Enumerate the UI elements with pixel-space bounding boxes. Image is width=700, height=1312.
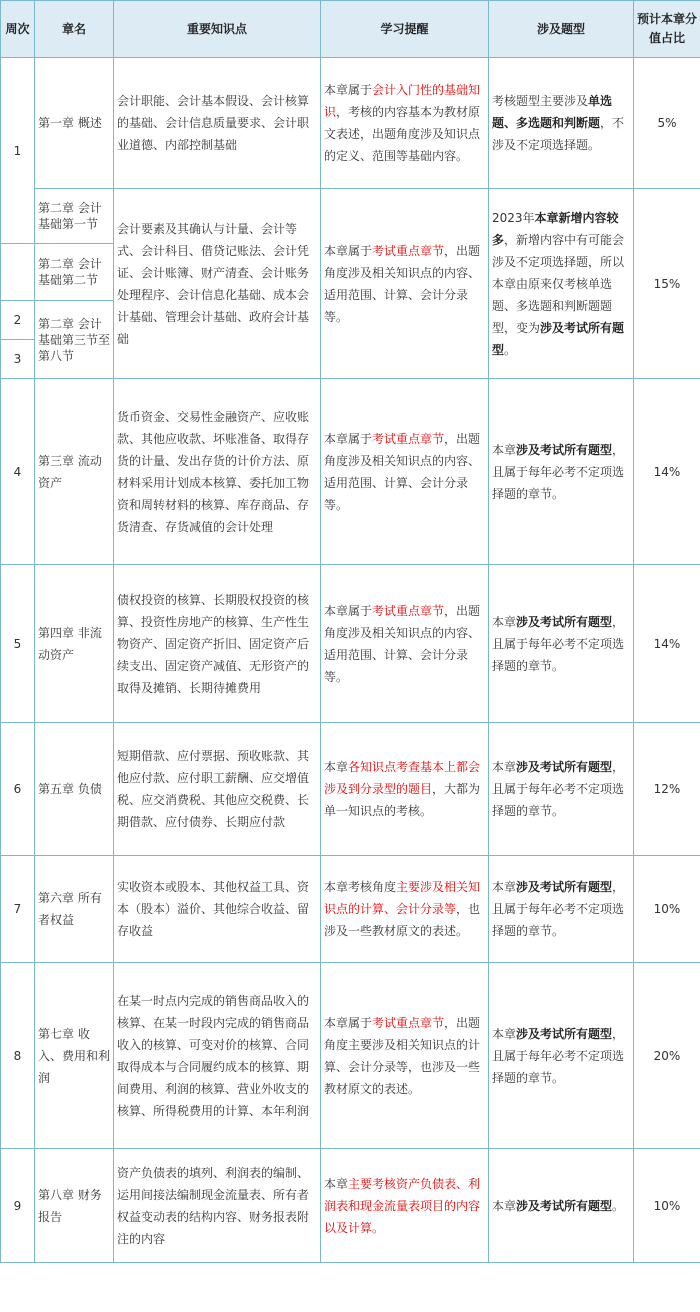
text-segment: 本章属于 <box>324 431 373 446</box>
key-points-cell: 实收资本或股本、其他权益工具、资本（股本）溢价、其他综合收益、留存收益 <box>114 856 321 963</box>
bold-text: 涉及考试所有题型 <box>516 1026 613 1041</box>
week-cell <box>1 244 35 301</box>
highlight-text: 会计入门性的基础知识 <box>324 83 481 119</box>
score-share-cell: 15% <box>634 189 700 379</box>
key-points-cell: 在某一时点内完成的销售商品收入的核算、在某一时段内完成的销售商品收入的核算、可变对价的核算、合同取得成本与合同履约成本的核算、期间费用、利润的核算、营业外收支的核算、所得税费用的计算、本年利润 <box>114 963 321 1149</box>
reminder-cell <box>321 963 489 1149</box>
chapter-cell: 第二章 会计基础第一节 <box>35 189 114 244</box>
table-row <box>1 1149 700 1263</box>
text-segment: ，出题角度主要涉及相关知识点的计算、会计分录等，也涉及一些教材原文的表述。 <box>324 1015 481 1096</box>
text-segment: 本章属于 <box>324 243 373 258</box>
chapter-cell: 第三章 流动资产 <box>35 379 114 565</box>
question-types-cell <box>489 565 634 723</box>
text-segment: ，考核的内容基本为教材原文表述，出题角度涉及知识点的定义、范围等基础内容。 <box>324 105 481 163</box>
reminder-cell <box>321 379 489 565</box>
score-share-cell: 10% <box>634 1149 700 1263</box>
key-points-cell: 债权投资的核算、长期股权投资的核算、投资性房地产的核算、生产性生物资产、固定资产折旧、固定资产后续支出、固定资产减值、无形资产的取得及摊销、长期待摊费用 <box>114 565 321 723</box>
question-types-cell <box>489 58 634 189</box>
header-week: 周次 <box>1 1 35 58</box>
text-segment: 本章 <box>492 614 517 629</box>
text-segment: 。 <box>504 342 517 357</box>
text-segment: 本章 <box>324 1176 349 1191</box>
question-types-cell <box>489 856 634 963</box>
text-segment: ，大都为单一知识点的考核。 <box>324 782 481 818</box>
key-points-cell: 资产负债表的填列、利润表的编制、运用间接法编制现金流量表、所有者权益变动表的结构内容、财务报表附注的内容 <box>114 1149 321 1263</box>
week-cell: 4 <box>1 379 35 565</box>
highlight-text: 主要考核资产负债表、利润表和现金流量表项目的内容以及计算。 <box>324 1176 481 1235</box>
bold-text: 涉及考试所有题型 <box>516 1198 613 1213</box>
bold-text: 涉及考试所有题型 <box>492 320 625 357</box>
chapter-cell: 第二章 会计基础第三节至第八节 <box>35 301 114 379</box>
text-segment: ，且属于每年必考不定项选择题的章节。 <box>492 614 625 673</box>
score-share-cell: 5% <box>634 58 700 189</box>
chapter-cell: 第四章 非流动资产 <box>35 565 114 723</box>
key-points-cell: 货币资金、交易性金融资产、应收账款、其他应收款、坏账准备、取得存货的计量、发出存货的计价方法、原材料采用计划成本核算、委托加工物资和周转材料的核算、库存商品、存货清查、存货减值的会计处理 <box>114 379 321 565</box>
chapter-cell: 第二章 会计基础第二节 <box>35 244 114 301</box>
text-segment: ，且属于每年必考不定项选择题的章节。 <box>492 1026 625 1085</box>
chapter-cell: 第一章 概述 <box>35 58 114 189</box>
key-points-cell: 会计要素及其确认与计量、会计等式、会计科目、借贷记账法、会计凭证、会计账簿、财产清查、会计账务处理程序、会计信息化基础、成本会计基础、管理会计基础、政府会计基础 <box>114 189 321 379</box>
text-segment: 本章 <box>492 1026 517 1041</box>
week-cell: 1 <box>1 58 35 244</box>
text-segment: ，且属于每年必考不定项选择题的章节。 <box>492 760 625 818</box>
question-types-cell <box>489 189 634 379</box>
chapter-cell: 第八章 财务报告 <box>35 1149 114 1263</box>
week-cell: 3 <box>1 340 35 379</box>
header-score-share: 预计本章分值占比 <box>634 1 700 58</box>
week-cell: 5 <box>1 565 35 723</box>
text-segment: 本章 <box>492 1198 517 1213</box>
table-row <box>1 565 700 723</box>
text-segment: ，出题角度涉及相关知识点的内容、适用范围、计算、会计分录等。 <box>324 243 481 324</box>
highlight-text: 考试重点章节 <box>372 603 445 618</box>
reminder-cell <box>321 723 489 856</box>
text-segment: 本章 <box>492 760 517 774</box>
bold-text: 本章新增内容较多 <box>492 210 619 247</box>
bold-text: 涉及考试所有题型 <box>516 442 613 457</box>
chapter-cell: 第七章 收入、费用和利润 <box>35 963 114 1149</box>
text-segment: ，出题角度涉及相关知识点的内容、适用范围、计算、会计分录等。 <box>324 431 481 512</box>
week-cell: 8 <box>1 963 35 1149</box>
week-cell: 2 <box>1 301 35 340</box>
text-segment: 本章属于 <box>324 83 373 97</box>
text-segment: 本章 <box>492 442 517 457</box>
question-types-cell <box>489 723 634 856</box>
chapter-cell: 第五章 负债 <box>35 723 114 856</box>
week-cell: 7 <box>1 856 35 963</box>
week-cell: 6 <box>1 723 35 856</box>
score-share-cell: 20% <box>634 963 700 1149</box>
question-types-cell <box>489 1149 634 1263</box>
text-segment: ，出题角度涉及相关知识点的内容、适用范围、计算、会计分录等。 <box>324 603 481 684</box>
week-cell: 9 <box>1 1149 35 1263</box>
reminder-cell <box>321 565 489 723</box>
bold-text: 涉及考试所有题型 <box>516 880 613 894</box>
reminder-cell <box>321 1149 489 1263</box>
header-study-reminder: 学习提醒 <box>321 1 489 58</box>
score-share-cell: 14% <box>634 379 700 565</box>
text-segment: 。 <box>612 1198 625 1213</box>
table-row <box>1 963 700 1149</box>
table-row <box>1 189 700 244</box>
question-types-cell <box>489 963 634 1149</box>
text-segment: 本章 <box>324 760 349 774</box>
key-points-cell: 短期借款、应付票据、预收账款、其他应付款、应付职工薪酬、应交增值税、应交消费税、其他应交税费、长期借款、应付债券、长期应付款 <box>114 723 321 856</box>
reminder-cell <box>321 58 489 189</box>
score-share-cell: 12% <box>634 723 700 856</box>
bold-text: 涉及考试所有题型 <box>516 614 613 629</box>
text-segment: 2023年 <box>492 210 535 225</box>
header-key-points: 重要知识点 <box>114 1 321 58</box>
bold-text: 涉及考试所有题型 <box>516 760 613 774</box>
highlight-text: 考试重点章节 <box>372 243 445 258</box>
text-segment: 考核题型主要涉及 <box>492 94 589 108</box>
score-share-cell: 10% <box>634 856 700 963</box>
reminder-cell <box>321 856 489 963</box>
text-segment: 本章属于 <box>324 603 373 618</box>
chapter-cell: 第六章 所有者权益 <box>35 856 114 963</box>
bold-text: 单选题、多选题和判断题 <box>492 94 613 130</box>
text-segment: ，且属于每年必考不定项选择题的章节。 <box>492 442 625 501</box>
table-row <box>1 58 700 189</box>
header-chapter: 章名 <box>35 1 114 58</box>
highlight-text: 各知识点考查基本上都会涉及到分录型的题目 <box>324 760 481 796</box>
header-question-types: 涉及题型 <box>489 1 634 58</box>
table-row <box>1 379 700 565</box>
table-row <box>1 856 700 963</box>
highlight-text: 主要涉及相关知识点的计算、会计分录等 <box>324 880 481 916</box>
text-segment: 本章考核角度 <box>324 880 397 894</box>
text-segment: ，且属于每年必考不定项选择题的章节。 <box>492 880 625 938</box>
score-share-cell: 14% <box>634 565 700 723</box>
text-segment: 本章 <box>492 880 517 894</box>
key-points-cell: 会计职能、会计基本假设、会计核算的基础、会计信息质量要求、会计职业道德、内部控制基础 <box>114 58 321 189</box>
text-segment: ，新增内容中有可能会涉及不定项选择题，所以本章由原来仅考核单选题、多选题和判断题题型，变为 <box>492 232 625 335</box>
table-row <box>1 723 700 856</box>
highlight-text: 考试重点章节 <box>372 431 445 446</box>
text-segment: ，也涉及一些教材原文的表述。 <box>324 902 481 938</box>
reminder-cell <box>321 189 489 379</box>
question-types-cell <box>489 379 634 565</box>
text-segment: 本章属于 <box>324 1015 373 1030</box>
highlight-text: 考试重点章节 <box>372 1015 445 1030</box>
text-segment: ，不涉及不定项选择题。 <box>492 116 625 152</box>
header-row <box>1 1 700 58</box>
